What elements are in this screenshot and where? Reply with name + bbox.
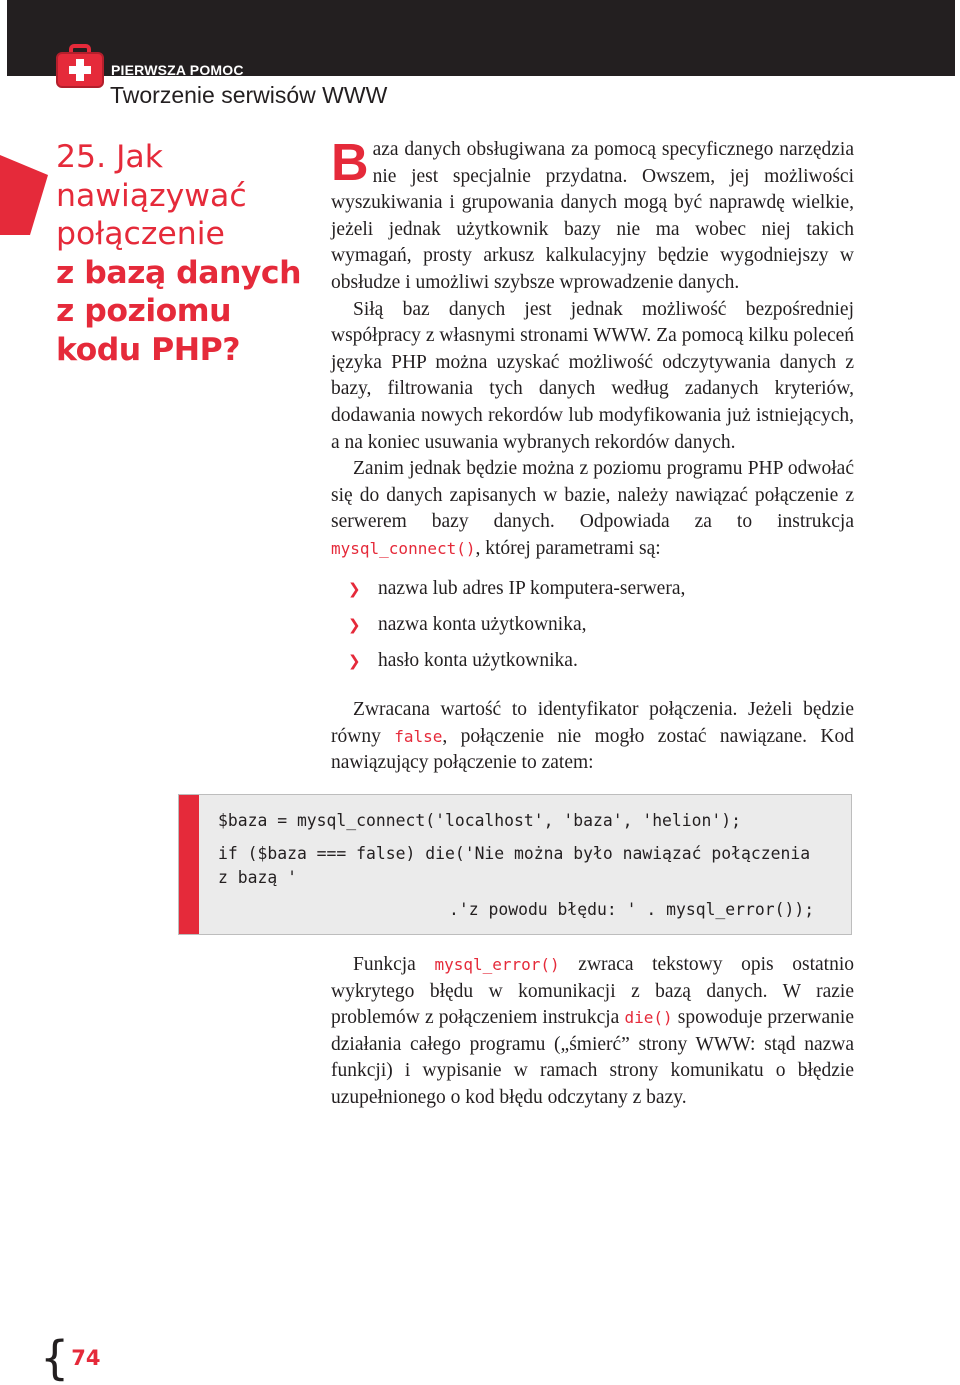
code-listing [178,794,852,935]
first-aid-kit-icon [55,44,105,92]
paragraph [331,952,854,1112]
code-line: .'z powodu błędu: ' . mysql_error()); [449,900,815,919]
chapter-heading-line: 25. Jak [56,139,163,175]
paragraph-text: aza danych obsługiwana za pomocą specyficznego narzędzia nie jest specjalnie przydatna. Owszem, jej możliwości wyszukiwania i grupowania danych mogą być naprawdę wielkie, jeżeli jednak użytkownik bazy nie ma wobec niej takich wymagań, prosty arkusz kalkulacyjny będzie wygodniejszy w obsłudze i umożliwi szybsze wprowadzenie danych. [331,139,854,293]
list-item [348,571,685,607]
paragraph-text: Zwracana wartość to identyfikator połączenia. Jeżeli będzie równy [331,699,854,747]
list-item [348,607,685,643]
paragraph-text: , której parametrami są: [475,537,661,559]
code-line: $baza = mysql_connect('localhost', 'baza', 'helion'); [218,811,742,830]
list-item-text: hasło konta użytkownika. [378,650,578,671]
chapter-heading-bold-line: kodu PHP? [56,331,240,368]
inline-code: die() [624,1008,673,1028]
inline-code: mysql_connect() [331,538,476,558]
page-number-value: 74 [71,1346,101,1370]
paragraph: Siłą baz danych jest jednak możliwość bezpośredniej współpracy z własnymi stronami WWW. Za pomocą kilku poleceń języka PHP można uzyskać możliwość odczytywania danych z bazy, filtrowania tych danych według zadanych kryteriów, dodawania nowych rekordów lub modyfikowania już istniejących, a na koniec usuwania wybranych rekordów danych. [331,298,854,453]
chapter-heading-bold-line: z poziomu [56,293,232,329]
parameter-list [348,571,685,679]
paragraph [331,697,854,777]
closing-text [331,952,854,1112]
list-item-text: nazwa konta użytkownika, [378,614,587,635]
paragraph-text: spowoduje przerwanie działania całego programu („śmierć” strony WWW: stąd nazwa funkcji) i wypisanie w ramach strony komunikatu o błędzie uzupełnionego o kod błędu odczytany z bazy. [331,1007,854,1108]
chapter-heading-line: połączenie [56,216,225,252]
bullet-arrow-icon: ❯ [348,616,361,634]
bullet-arrow-icon: ❯ [348,652,361,670]
section-label: PIERWSZA POMOC [111,62,244,78]
intro-paragraph [331,134,854,297]
paragraph-text: , połączenie nie mogło zostać nawiązane. Kod nawiązujący połączenie to zatem: [331,725,855,774]
page-number [40,1331,101,1385]
book-title: Tworzenie serwisów WWW [110,82,388,108]
brace-ornament: { [40,1331,70,1385]
middle-text [331,697,854,777]
code-line: if ($baza === false) die('Nie można było nawiązać połączenia [218,844,811,863]
chapter-tab-marker [0,155,48,235]
chapter-heading-bold-line: z bazą danych [56,254,302,291]
intro-text [331,134,854,563]
paragraph [331,456,854,562]
bullet-arrow-icon: ❯ [348,580,361,598]
list-item-text: nazwa lub adres IP komputera-serwera, [378,578,686,599]
list-item [348,643,685,679]
inline-code: mysql_error() [434,955,560,974]
code-line: z bazą ' [218,868,297,887]
paragraph-text: zwraca tekstowy opis ostatnio wykrytego błędu w komunikacji z bazą danych. W razie problemów z połączeniem instrukcja [331,954,854,1029]
chapter-heading-line: nawiązywać [56,177,247,214]
drop-cap: B [331,134,369,192]
paragraph-text: Funkcja [353,954,435,975]
inline-code: false [394,726,443,746]
chapter-heading [56,138,326,369]
paragraph-text: Zanim jednak będzie można z poziomu programu PHP odwołać się do danych zapisanych w bazie, należy nawiązać połączenie z serwerem bazy danych. Odpowiada za to instrukcja [331,458,854,533]
header-bar-edge [955,0,960,76]
